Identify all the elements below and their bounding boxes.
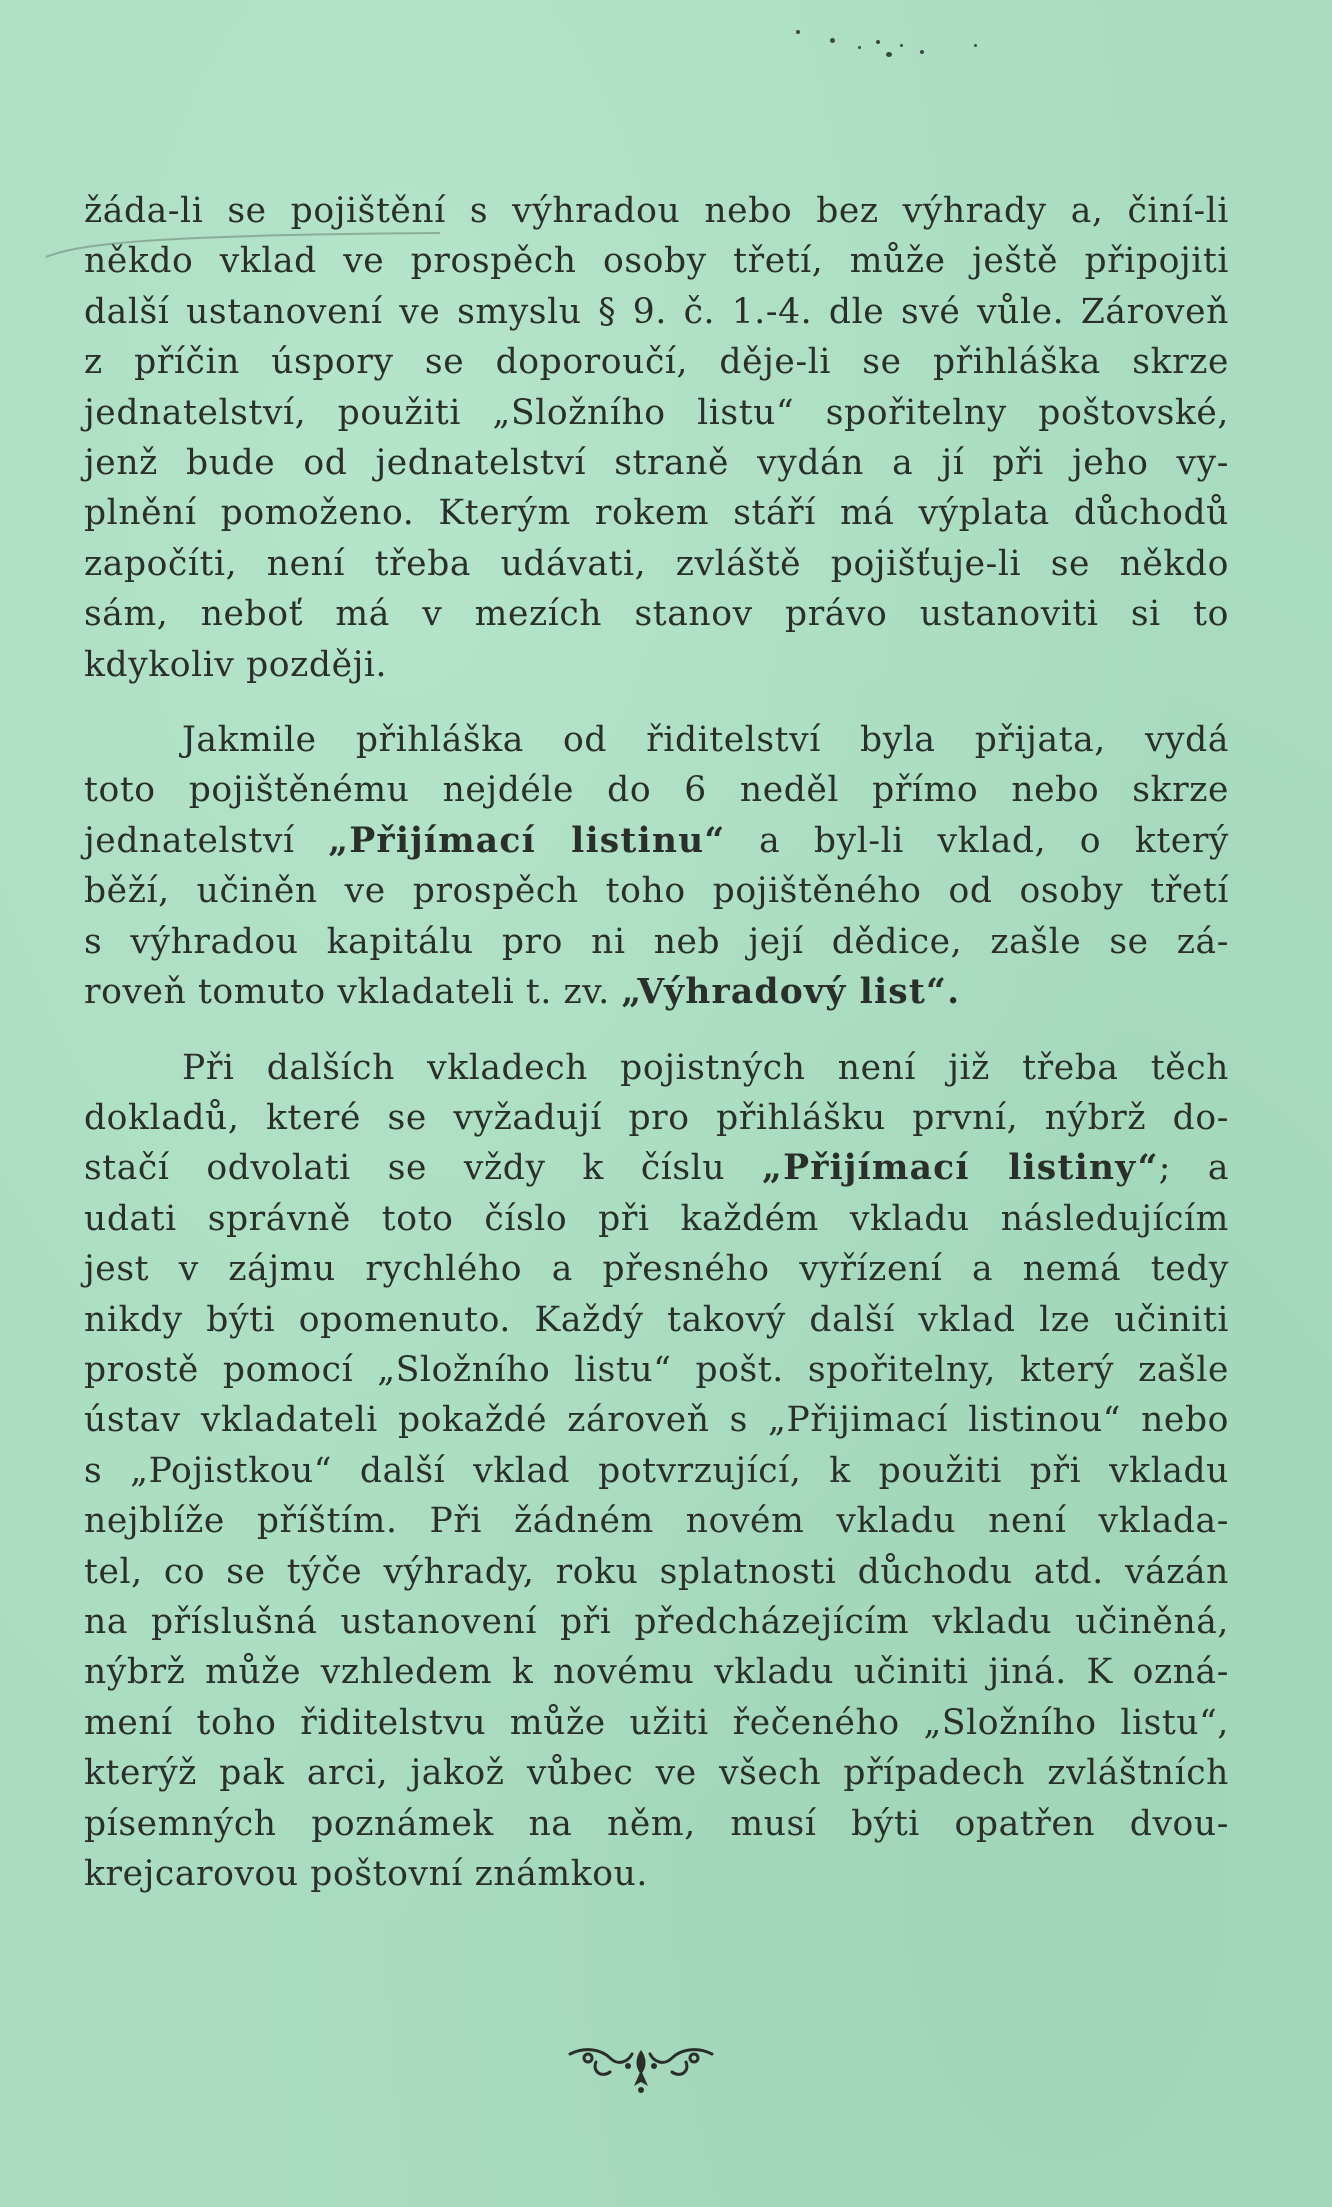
text-line (84, 1143, 1229, 1193)
text-segment: jednatelství (84, 820, 329, 861)
text-line: nejblíže příštím. Při žádném novém vkladu není vklada- (84, 1501, 1229, 1542)
text-line: krejcarovou poštovní známkou. (84, 1854, 648, 1894)
text-line: kterýž pak arci, jakož vůbec ve všech případech zvláštních (84, 1753, 1229, 1794)
bold-term: „Přijímací listinu“ (328, 820, 726, 861)
text-line: mení toho řiditelstvu může užiti řečeného „Složního listu“, (84, 1702, 1229, 1743)
text-line: někdo vklad ve prospěch osoby třetí, může ještě připojiti (84, 241, 1229, 282)
text-segment: a byl-li vklad, o který (725, 820, 1229, 861)
text-line: nikdy býti opomenuto. Každý takový další vklad lze učiniti (84, 1299, 1229, 1340)
text-segment: stačí odvolati se vždy k číslu (84, 1148, 763, 1189)
text-line: jednatelství, použiti „Složního listu“ spořitelny poštovské, (84, 392, 1229, 433)
text-line: sám, neboť má v mezích stanov právo ustanoviti si to (84, 594, 1229, 635)
text-line: tel, co se týče výhrady, roku splatnosti důchodu atd. vázán (84, 1551, 1229, 1592)
text-line: s výhradou kapitálu pro ni neb její dědice, zašle se zá- (84, 921, 1229, 962)
document-body (84, 186, 1229, 1899)
text-line: plnění pomoženo. Kterým rokem stáří má výplata důchodů (84, 493, 1229, 534)
text-line: nýbrž může vzhledem k novému vkladu učiniti jiná. K ozná- (84, 1652, 1229, 1693)
text-line: jenž bude od jednatelství straně vydán a jí při jeho vy- (84, 443, 1229, 484)
ink-specks (790, 20, 990, 80)
paragraph-1 (84, 186, 1229, 690)
text-line: udati správně toto číslo při každém vkladu následujícím (84, 1198, 1229, 1239)
text-line: započíti, není třeba udávati, zvláště pojišťuje-li se někdo (84, 543, 1229, 584)
paragraph-3 (84, 1043, 1229, 1900)
text-line: jest v zájmu rychlého a přesného vyřízení a nemá tedy (84, 1249, 1229, 1290)
text-line: toto pojištěnému nejdéle do 6 neděl přímo nebo skrze (84, 770, 1229, 811)
text-line: další ustanovení ve smyslu § 9. č. 1.-4. dle své vůle. Zároveň (84, 291, 1229, 332)
paragraph-2 (84, 715, 1229, 1017)
bold-term: „Přijímací listiny“ (762, 1148, 1159, 1189)
text-line (84, 967, 1229, 1017)
text-line: s „Pojistkou“ další vklad potvrzující, k použiti při vkladu (84, 1450, 1229, 1491)
text-line: na příslušná ustanovení při předcházejícím vkladu učiněná, (84, 1601, 1229, 1642)
printer-ornament-icon (566, 2040, 716, 2096)
text-line: kdykoliv později. (84, 644, 388, 685)
text-line: Jakmile přihláška od řiditelství byla přijata, vydá (182, 720, 1229, 761)
bold-term: „Výhradový list“. (621, 972, 961, 1013)
text-line (84, 816, 1229, 866)
text-segment: ; a (1158, 1148, 1229, 1189)
text-line: Při dalších vkladech pojistných není již třeba těch (182, 1047, 1229, 1088)
text-line: žáda-li se pojištění s výhradou nebo bez výhrady a, činí-li (84, 191, 1229, 231)
text-line: ústav vkladateli pokaždé zároveň s „Přijimací listinou“ nebo (84, 1400, 1229, 1441)
text-line: dokladů, které se vyžadují pro přihlášku první, nýbrž do- (84, 1097, 1229, 1138)
text-line: z příčin úspory se doporoučí, děje-li se přihláška skrze (84, 342, 1229, 383)
text-line: písemných poznámek na něm, musí býti opatřen dvou- (84, 1803, 1229, 1844)
text-segment: roveň tomuto vkladateli t. zv. (84, 972, 622, 1013)
text-line: běží, učiněn ve prospěch toho pojištěného od osoby třetí (84, 871, 1229, 912)
text-line: prostě pomocí „Složního listu“ pošt. spořitelny, který zašle (84, 1349, 1229, 1390)
